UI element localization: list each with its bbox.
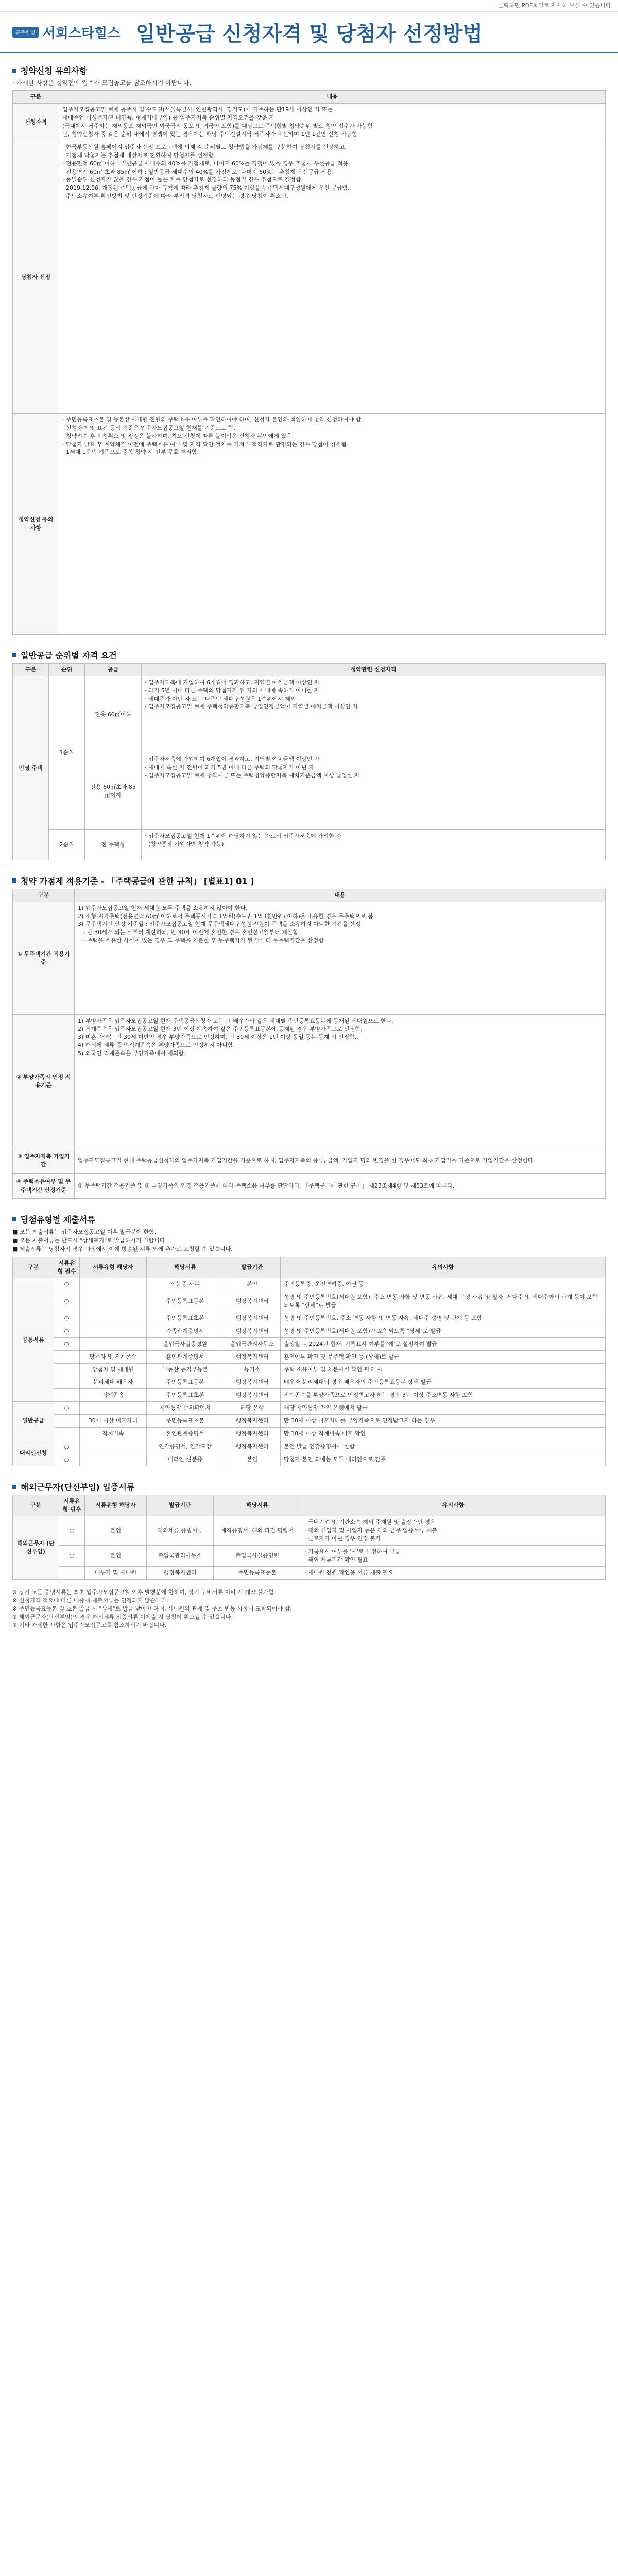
table-cell: 30세 이상 미혼자녀 xyxy=(80,1415,147,1428)
table-cell: ○ xyxy=(54,1453,80,1466)
table-cell: 행정복지센터 xyxy=(224,1415,281,1428)
documents-notes: ■ 모든 제출서류는 입주자모집공고일 이후 발급분에 한함. ■ 모든 제출서류는 반드시 "상세표기"로 발급하시기 바랍니다. ■ 제출서류는 당첨자의 경우 과정에서 이에 방송된 서류 외에 추가로 요청할 수 있습니다. xyxy=(12,1228,233,1252)
overseas-table: 구분 서류유형 필수 서류유형 해당자 발급기관 해당서류 유의사항 해외근무자 (단신부임) ○ 본인 해외체류 증빙서류 재직증명서, 해외 파견 명령서 · 국내기업 및 기관소속 해외 주재원 및 출장자인 경우 · 해외 취업자 및 사업자 등은 해외 근무 입증서류 제출 · 근로자가 아닌 경우 인정 불가 ○ 본인 출입국관리사무소 출입국사실증명원 · 기록표시 여부를 '예'로 설정하여 발급 · 해외 체류기간 확인 필요 배우자 및 세대원 행정복지센터 주민등록표등본 · 세대원 전원 확인용 서류 제출 필요 xyxy=(12,1495,606,1580)
group-cell: 해외근무자 (단신부임) xyxy=(13,1516,59,1579)
bullet-square-icon xyxy=(12,1485,16,1489)
table-cell: 행정복지센터 xyxy=(224,1312,281,1325)
table-row xyxy=(13,1350,606,1363)
table-row xyxy=(13,1402,606,1415)
table-cell: ○ xyxy=(54,1291,80,1312)
table-cell: 부동산 등기부등본 xyxy=(147,1363,224,1376)
col-header: 내용 xyxy=(59,91,606,104)
footer-notes: ※ 상기 모든 증명서류는 최초 입주자모집공고일 이후 발행분에 한하며, 상기 구비서류 미비 시 계약 불가함. ※ 신청자격 적요에 따른 대중재 제출서류는 인정되지 않습니다. ※ 주민등록표등본 및 초본 발급 시 "상세"로 발급 받아야 하며, 세대원의 관계 및 주소 변동 사항이 포함되어야 함. ※ 해외근무자(단신부임)의 경우 해외체류 입증서류 미제출 시 당첨이 취소될 수 있습니다. ※ 기타 자세한 사항은 입주자모집공고를 참조하시기 바랍니다. xyxy=(12,1588,292,1629)
page-title: 일반공급 신청자격 및 당첨자 선정방법 xyxy=(135,22,483,46)
section-notice xyxy=(0,53,618,638)
table-cell: 출입국사실증명원 xyxy=(147,1337,224,1350)
table-cell: 행정복지센터 xyxy=(224,1428,281,1440)
table-row: 전용 60㎡초과 85㎡이하 · 입주자저축에 가입하여 6개월이 경과하고, 지역별 예치금액 이상인 자 · 세대에 속한 자 전원이 과거 5년 이내 다른 주택의 당첨자가 아닌 자 · 입주자모집공고일 현재 청약예금 또는 주택청약종합저축 예치기준금액 이상 납입한 자 xyxy=(13,753,606,829)
table-cell xyxy=(80,1453,147,1466)
bullet-square-icon xyxy=(12,1217,16,1221)
table-row: 민영 주택 1순위 전용 60㎡이하 · 입주자저축에 가입하여 6개월이 경과하고, 지역별 예치금액 이상인 자 · 과거 5년 이내 다른 주택의 당첨자가 된 자의 세대에 속하지 아니한 자 · 세대주가 아닌 자 또는 다주택 세대구성원은 1순위에서 제외 · 입주자모집공고일 현재 주택청약종합저축 납입인정금액이 지역별 예치금액 이상인 자 xyxy=(13,676,606,753)
table-cell: 당첨자 및 세대원 xyxy=(80,1363,147,1376)
point-criteria-table: 구분 내용 ① 무주택기간 적용기준 1) 입주자모집공고일 현재 세대원 모두 주택을 소유하지 않아야 한다. 2) 소형·저가주택(전용면적 60㎡ 이하로서 주택공시가격 1억원(수도권 1억3천만원) 이하)을 소유한 경우 무주택으로 봄. 3) 무주택기간 산정 기준일 : 입주자모집공고일 현재 무주택세대구성원 전원이 주택을 소유하지 아니한 기간을 산정 - 만 30세가 되는 날부터 계산하되, 만 30세 이전에 혼인한 경우 혼인신고일부터 계산함 - 주택을 소유한 사실이 있는 경우 그 주택을 처분한 후 무주택자가 된 날부터 무주택기간을 산정함 ② 부양가족의 인정 적용기준 1) 부양가족은 입주자모집공고일 현재 주택공급신청자 또는 그 배우자와 같은 세대별 주민등록표등본에 등재된 세대원으로 한다. 2) 직계존속은 입주자모집공고일 현재 3년 이상 계속하여 같은 주민등록표등본에 등재된 경우 부양가족으로 인정함. 3) 미혼 자녀는 만 30세 미만인 경우 부양가족으로 인정하며, 만 30세 이상은 1년 이상 동일 등본 등재 시 인정함. 4) 해외에 체류 중인 직계존속은 부양가족으로 인정하지 아니함. 5) 외국인 직계존속은 부양가족에서 제외함. ③ 입주자저축 가입기간 입주자모집공고일 현재 주택공급신청자의 입주자저축 가입기간을 기준으로 하며, 입주자저축의 종류, 금액, 가입자 명의 변경을 한 경우에도 최초 가입일을 기준으로 가입기간을 산정한다. ④ 주택소유여부 및 무주택기간 산정기준 ① 무주택기간 적용기준 및 ② 부양가족의 인정 적용기준에 따라 주택소유 여부를 판단하되, 「주택공급에 관한 규칙」 제23조제4항 및 제53조에 따른다. xyxy=(12,889,606,1199)
table-cell xyxy=(54,1376,80,1389)
table-cell: ○ xyxy=(54,1278,80,1291)
table-cell: 가족관계증명서 xyxy=(147,1325,224,1337)
table-cell xyxy=(80,1337,147,1350)
table-cell xyxy=(54,1363,80,1376)
table-row: 신청자격 입주자모집공고일 현재 공주시 및 수도권(서울특별시, 인천광역시, 경기도)에 거주하는 만19세 이상인 자 또는 세대주인 미성년자(자녀양육, 형제자매부양) 중 입주자저축 순위별 자격요건을 갖춘 자 (국내에서 거주하는 재외동포 재외국민 외국국적 동포 및 외국인 포함)를 대상으로 주택형별 청약순위 별로 청약 접수가 가능함 단, 청약신청자 중 같은 순위 내에서 경쟁이 있는 경우에는 해당 주택건설지역 거주자가 우선하며 1인 1건만 신청 가능함. xyxy=(13,103,606,141)
table-cell xyxy=(80,1278,147,1291)
table-cell: 행정복지센터 xyxy=(224,1440,281,1453)
section-title: 당첨유형별 제출서류 xyxy=(12,1213,606,1225)
table-cell: 등기소 xyxy=(224,1363,281,1376)
section-title: 청약 가점제 적용기준 - 「주택공급에 관한 규칙」 [별표1] 01 ] xyxy=(12,875,606,887)
table-cell: ○ xyxy=(54,1325,80,1337)
table-row xyxy=(13,1291,606,1312)
page-header xyxy=(0,11,618,53)
table-cell: 직계존속 xyxy=(80,1389,147,1402)
top-bar xyxy=(0,0,618,11)
table-cell: 혼인관계증명서 xyxy=(147,1428,224,1440)
notice-table xyxy=(12,90,606,635)
table-cell: 배우자 및 세대원 xyxy=(85,1566,147,1579)
table-cell xyxy=(54,1389,80,1402)
table-cell: 주민등록표초본 xyxy=(147,1389,224,1402)
table-row xyxy=(13,1389,606,1402)
table-cell xyxy=(80,1291,147,1312)
table-cell: 주민등록표등본 xyxy=(214,1566,301,1579)
table-cell: 출입국관리사무소 xyxy=(224,1337,281,1350)
table-cell: 분리세대 배우자 xyxy=(80,1376,147,1389)
table-cell: 주민등록증, 운전면허증, 여권 등 xyxy=(281,1278,606,1291)
group-cell: 공통서류 xyxy=(13,1278,54,1401)
table-cell: 당첨자 및 직계존속 xyxy=(80,1350,147,1363)
table-row xyxy=(13,1440,606,1453)
table-cell: 인감증명서, 인감도장 xyxy=(147,1440,224,1453)
bullet-square-icon xyxy=(12,878,16,883)
documents-table: 구분 서류유형 필수 서류유형 해당자 해당서류 발급기관 유의사항 공통서류 ○ 신분증 사본 본인 주민등록증, 운전면허증, 여권 등 ○ 주민등록표등본 행정복지센터 성명 및 주민등록번호(세대원 포함), 주소 변동 사항 및 변동 사유, 세대 구성 사유 및 일자, 세대주 및 세대주와의 관계 등이 포함되도록 "상세"로 발급 ○ 주민등록표초본 행정복지센터 성명 및 주민등록번호, 주소 변동 사항 및 변동 사유, 세대주 성명 및 관계 등 포함 ○ 가족관계증명서 행정복지센터 성명 및 주민등록번호(세대원 포함)가 포함되도록 "상세"로 발급 ○ 출입국사실증명원 출입국관리사무소 출생일 ~ 2024년 현재, 기록표시 여부를 '예'로 설정하여 발급 당첨자 및 직계존속 혼인관계증명서 행정복지센터 혼인여부 확인 및 무주택 확인 등 (상세)로 발급 당첨자 및 세대원 부동산 등기부등본 등기소 주택 소유여부 및 처분사실 확인 필요 시 분리세대 배우자 주민등록표등본 행정복지센터 배우자 분리세대의 경우 배우자의 주민등록표등본 상세 발급 직계존속 주민등록표초본 행정복지센터 직계존속을 부양가족으로 인정받고자 하는 경우 3년 이상 주소변동 사항 포함 일반공급 ○ 청약통장 순위확인서 해당 은행 해당 청약통장 가입 은행에서 발급 30세 이상 미혼자녀 주민등록표초본 행정복지센터 만 30세 이상 미혼자녀를 부양가족으로 인정받고자 하는 경우 직계비속 혼인관계증명서 행정복지센터 만 18세 이상 직계비속 미혼 확인 대리인신청 ○ 인감증명서, 인감도장 행정복지센터 본인 발급 인감증명서에 한함 ○ 대리인 신분증 본인 당첨자 본인 외에는 모두 대리인으로 간주 xyxy=(12,1257,606,1466)
table-cell: 행정복지센터 xyxy=(224,1376,281,1389)
section-rank-qualification xyxy=(0,638,618,863)
table-cell: 혼인여부 확인 및 무주택 확인 등 (상세)로 발급 xyxy=(281,1350,606,1363)
table-cell: 본인 xyxy=(85,1545,147,1566)
table-cell: ○ xyxy=(54,1312,80,1325)
table-cell: 주민등록표등본 xyxy=(147,1376,224,1389)
table-cell: ○ xyxy=(59,1516,85,1545)
section-title: 해외근무자(단신부임) 입증서류 xyxy=(12,1481,606,1493)
col-header: 구분 xyxy=(13,91,59,104)
table-cell xyxy=(80,1440,147,1453)
bullet-square-icon xyxy=(12,69,16,73)
table-cell: ○ xyxy=(54,1402,80,1415)
table-cell: 성명 및 주민등록번호, 주소 변동 사항 및 변동 사유, 세대주 성명 및 관계 등 포함 xyxy=(281,1312,606,1325)
table-row: 2순위 전 주택형 · 입주자모집공고일 현재 1순위에 해당하지 않는 자로서 입주자저축에 가입한 자 (청약통장 가입자만 청약 가능) xyxy=(13,829,606,860)
table-cell xyxy=(80,1402,147,1415)
table-cell: 대리인 신분증 xyxy=(147,1453,224,1466)
table-cell: 주민등록표등본 xyxy=(147,1291,224,1312)
table-cell: 해당 청약통장 가입 은행에서 발급 xyxy=(281,1402,606,1415)
table-cell: 성명 및 주민등록번호(세대원 포함)가 포함되도록 "상세"로 발급 xyxy=(281,1325,606,1337)
section-point-criteria xyxy=(0,863,618,1202)
table-cell: 성명 및 주민등록번호(세대원 포함), 주소 변동 사항 및 변동 사유, 세대 구성 사유 및 일자, 세대주 및 세대주와의 관계 등이 포함되도록 "상세"로 발급 xyxy=(281,1291,606,1312)
table-cell xyxy=(80,1312,147,1325)
table-row xyxy=(13,1545,606,1566)
table-row: ③ 입주자저축 가입기간 입주자모집공고일 현재 주택공급신청자의 입주자저축 가입기간을 기준으로 하며, 입주자저축의 종류, 금액, 가입자 명의 변경을 한 경우에도 최초 가입일을 기준으로 가입기간을 산정한다. xyxy=(13,1148,606,1173)
table-cell: ○ xyxy=(59,1545,85,1566)
pdf-link-note[interactable]: 클릭하면 PDF화일로 자세히 보실 수 있습니다. xyxy=(497,2,613,9)
table-row xyxy=(13,1312,606,1325)
table-cell xyxy=(59,1566,85,1579)
table-cell: 직계존속을 부양가족으로 인정받고자 하는 경우 3년 이상 주소변동 사항 포함 xyxy=(281,1389,606,1402)
table-cell xyxy=(80,1325,147,1337)
table-row: ④ 주택소유여부 및 무주택기간 산정기준 ① 무주택기간 적용기준 및 ② 부양가족의 인정 적용기준에 따라 주택소유 여부를 판단하되, 「주택공급에 관한 규칙」 제23조제4항 및 제53조에 따른다. xyxy=(13,1173,606,1198)
group-cell: 일반공급 xyxy=(13,1402,54,1440)
logo-name: 서희스타힐스 xyxy=(42,25,121,41)
table-cell: 청약통장 순위확인서 xyxy=(147,1402,224,1415)
logo-badge: 공주한빛 xyxy=(12,27,39,38)
table-cell: 배우자 분리세대의 경우 배우자의 주민등록표등본 상세 발급 xyxy=(281,1376,606,1389)
table-cell xyxy=(54,1428,80,1440)
table-cell: 만 18세 이상 직계비속 미혼 확인 xyxy=(281,1428,606,1440)
table-row: ① 무주택기간 적용기준 1) 입주자모집공고일 현재 세대원 모두 주택을 소유하지 않아야 한다. 2) 소형·저가주택(전용면적 60㎡ 이하로서 주택공시가격 1억원(수도권 1억3천만원) 이하)을 소유한 경우 무주택으로 봄. 3) 무주택기간 산정 기준일 : 입주자모집공고일 현재 무주택세대구성원 전원이 주택을 소유하지 아니한 기간을 산정 - 만 30세가 되는 날부터 계산하되, 만 30세 이전에 혼인한 경우 혼인신고일부터 계산함 - 주택을 소유한 사실이 있는 경우 그 주택을 처분한 후 무주택자가 된 날부터 무주택기간을 산정함 xyxy=(13,902,606,1014)
table-cell: 행정복지센터 xyxy=(147,1566,214,1579)
table-cell: · 국내기업 및 기관소속 해외 주재원 및 출장자인 경우 · 해외 취업자 및 사업자 등은 해외 근무 입증서류 제출 · 근로자가 아닌 경우 인정 불가 xyxy=(301,1516,606,1545)
table-cell: 신분증 사본 xyxy=(147,1278,224,1291)
section-title: 청약신청 유의사항 xyxy=(12,64,606,76)
table-row: 당첨자 선정 · 한국부동산원 홈페이지 입주자 선정 프로그램에 의해 각 순위별로 청약했을 가점제를 구분하여 당첨자를 선정하고, 가점제 낙첨자는 추첨제 대상자로 전환하여 당첨자를 선정함. · 전용면적 60㎡ 이하 : 일반공급 세대수의 40%를 가점제로, 나머지 60%는 경쟁이 있을 경우 추첨제 우선공급 적용 · 전용면적 60㎡ 초과 85㎡ 이하 : 일반공급 세대수의 40%를 가점제로, 나머지 60%는 추첨제 우선공급 적용 · 동일순위 신청자가 많을 경우 가점이 높은 자를 당첨자로 선정하되 동점일 경우 추첨으로 결정함. · 2019.12.06. 개정된 주택공급에 관한 규칙에 따라 추첨제 물량의 75% 이상을 무주택세대구성원에게 우선 공급함. · 주택소유여부 확인방법 및 판정기준에 따라 부적격 당첨자로 판명되는 경우 당첨이 취소됨. xyxy=(13,141,606,413)
table-cell: 출생일 ~ 2024년 현재, 기록표시 여부를 '예'로 설정하여 발급 xyxy=(281,1337,606,1350)
table-cell: 해외체류 증빙서류 xyxy=(147,1516,214,1545)
table-row xyxy=(13,1278,606,1291)
table-row xyxy=(13,1363,606,1376)
table-cell xyxy=(54,1415,80,1428)
table-cell: 행정복지센터 xyxy=(224,1291,281,1312)
table-cell: 주민등록표초본 xyxy=(147,1312,224,1325)
table-cell: · 세대원 전원 확인용 서류 제출 필요 xyxy=(301,1566,606,1579)
table-row: 청약신청 유의사항 · 주민등록표초본 및 등본상 세대원 전원의 주택소유 여부를 확인하여야 하며, 신청자 본인의 책임하에 청약 신청하여야 함. · 신청자격 및 요건 등의 기준은 입주자모집공고일 현재를 기준으로 함. · 청약접수 후 신청취소 및 정정은 불가하며, 착오 신청에 따른 불이익은 신청자 본인에게 있음. · 당첨자 발표 후 계약체결 이전에 주택소유 여부 및 자격 확인 절차를 거쳐 부적격자로 판명되는 경우 당첨이 취소됨. · 1세대 1주택 기준으로 중복 청약 시 전부 무효 처리함. xyxy=(13,413,606,634)
table-cell: 출입국사실증명원 xyxy=(214,1545,301,1566)
section-documents xyxy=(0,1202,618,1469)
table-row: ② 부양가족의 인정 적용기준 1) 부양가족은 입주자모집공고일 현재 주택공급신청자 또는 그 배우자와 같은 세대별 주민등록표등본에 등재된 세대원으로 한다. 2) 직계존속은 입주자모집공고일 현재 3년 이상 계속하여 같은 주민등록표등본에 등재된 경우 부양가족으로 인정함. 3) 미혼 자녀는 만 30세 미만인 경우 부양가족으로 인정하며, 만 30세 이상은 1년 이상 동일 등본 등재 시 인정함. 4) 해외에 체류 중인 직계존속은 부양가족으로 인정하지 아니함. 5) 외국인 직계존속은 부양가족에서 제외함. xyxy=(13,1014,606,1148)
bullet-square-icon xyxy=(12,653,16,657)
table-cell: 행정복지센터 xyxy=(224,1389,281,1402)
table-cell: 혼인관계증명서 xyxy=(147,1350,224,1363)
table-row xyxy=(13,1337,606,1350)
table-cell: 본인 xyxy=(224,1278,281,1291)
group-cell: 대리인신청 xyxy=(13,1440,54,1466)
table-cell: 재직증명서, 해외 파견 명령서 xyxy=(214,1516,301,1545)
table-cell xyxy=(54,1350,80,1363)
table-cell: 만 30세 이상 미혼자녀를 부양가족으로 인정받고자 하는 경우 xyxy=(281,1415,606,1428)
table-cell: 본인 발급 인감증명서에 한함 xyxy=(281,1440,606,1453)
table-cell: 본인 xyxy=(224,1453,281,1466)
table-cell: ○ xyxy=(54,1337,80,1350)
table-cell: 행정복지센터 xyxy=(224,1350,281,1363)
section-overseas xyxy=(0,1469,618,1583)
table-row xyxy=(13,1453,606,1466)
table-cell: 주택 소유여부 및 처분사실 확인 필요 시 xyxy=(281,1363,606,1376)
table-row xyxy=(13,1566,606,1579)
table-cell: · 기록표시 여부를 '예'로 설정하여 발급 · 해외 체류기간 확인 필요 xyxy=(301,1545,606,1566)
section-note: · 자세한 사항은 청약전에 입주자 모집공고를 참조하시기 바랍니다. xyxy=(12,79,192,87)
table-cell: 출입국관리사무소 xyxy=(147,1545,214,1566)
table-cell: 본인 xyxy=(85,1516,147,1545)
table-cell: 당첨자 본인 외에는 모두 대리인으로 간주 xyxy=(281,1453,606,1466)
table-row xyxy=(13,1376,606,1389)
table-cell: ○ xyxy=(54,1440,80,1453)
section-title: 일반공급 순위별 자격 요건 xyxy=(12,649,606,661)
table-row xyxy=(13,1415,606,1428)
table-cell: 행정복지센터 xyxy=(224,1325,281,1337)
table-row xyxy=(13,1428,606,1440)
table-cell: 직계비속 xyxy=(80,1428,147,1440)
table-row xyxy=(13,1516,606,1545)
table-cell: 해당 은행 xyxy=(224,1402,281,1415)
table-row xyxy=(13,1325,606,1337)
rank-table: 구분 순위 공급 청약관련 신청자격 민영 주택 1순위 전용 60㎡이하 · 입주자저축에 가입하여 6개월이 경과하고, 지역별 예치금액 이상인 자 · 과거 5년 이내 다른 주택의 당첨자가 된 자의 세대에 속하지 아니한 자 · 세대주가 아닌 자 또는 다주택 세대구성원은 1순위에서 제외 · 입주자모집공고일 현재 주택청약종합저축 납입인정금액이 지역별 예치금액 이상인 자 전용 60㎡초과 85㎡이하 · 입주자저축에 가입하여 6개월이 경과하고, 지역별 예치금액 이상인 자 · 세대에 속한 자 전원이 과거 5년 이내 다른 주택의 당첨자가 아닌 자 · 입주자모집공고일 현재 청약예금 또는 주택청약종합저축 예치기준금액 이상 납입한 자 2순위 전 주택형 · 입주자모집공고일 현재 1순위에 해당하지 않는 자로서 입주자저축에 가입한 자 (청약통장 가입자만 청약 가능) xyxy=(12,663,606,860)
table-cell: 주민등록표초본 xyxy=(147,1415,224,1428)
